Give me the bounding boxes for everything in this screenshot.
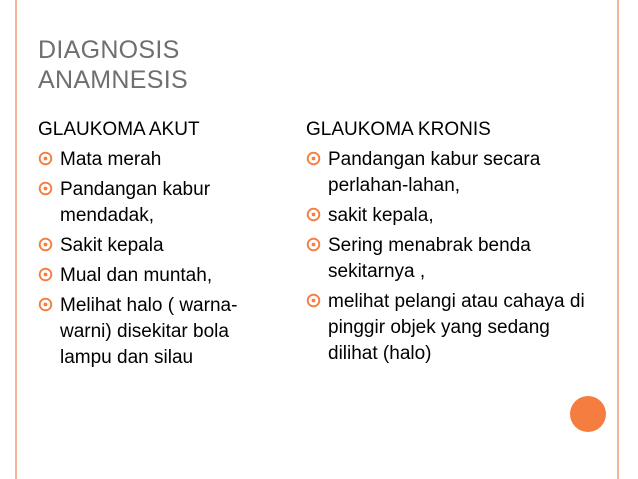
slide-title <box>38 35 188 95</box>
list-item <box>38 177 283 229</box>
flower-bullet-icon <box>306 293 321 308</box>
title-line: ANAMNESIS <box>38 66 188 94</box>
flower-bullet-icon <box>38 151 53 166</box>
list-item <box>306 147 596 199</box>
right-column-header: GLAUKOMA KRONIS <box>306 119 491 140</box>
list-item <box>306 289 596 367</box>
left-column <box>38 117 283 375</box>
list-item-text: melihat pelangi atau cahaya di pinggir objek yang sedang dilihat (halo) <box>328 291 585 364</box>
title-line: DIAGNOSIS <box>38 36 180 64</box>
right-column <box>306 117 596 371</box>
flower-bullet-icon <box>306 151 321 166</box>
list-item-text: Sakit kepala <box>60 235 164 256</box>
list-item <box>38 263 283 289</box>
list-item-text: Melihat halo ( warna-warni) disekitar bola lampu dan silau <box>60 295 238 368</box>
list-item-text: Mual dan muntah, <box>60 265 213 286</box>
left-column-header: GLAUKOMA AKUT <box>38 119 200 140</box>
list-item <box>306 233 596 285</box>
flower-bullet-icon <box>306 237 321 252</box>
list-item-text: Pandangan kabur secara perlahan-lahan, <box>328 149 541 196</box>
list-item <box>38 293 283 371</box>
decorative-circle <box>570 396 606 432</box>
list-item <box>38 233 283 259</box>
list-item-text: Mata merah <box>60 149 162 170</box>
flower-bullet-icon <box>38 181 53 196</box>
left-bullet-list <box>38 147 283 371</box>
flower-bullet-icon <box>38 237 53 252</box>
right-bullet-list <box>306 147 596 367</box>
flower-bullet-icon <box>306 207 321 222</box>
flower-bullet-icon <box>38 267 53 282</box>
list-item-text: Sering menabrak benda sekitarnya , <box>328 235 531 282</box>
list-item-text: Pandangan kabur mendadak, <box>60 179 211 226</box>
flower-bullet-icon <box>38 297 53 312</box>
list-item-text: sakit kepala, <box>328 205 434 226</box>
list-item <box>306 203 596 229</box>
list-item <box>38 147 283 173</box>
